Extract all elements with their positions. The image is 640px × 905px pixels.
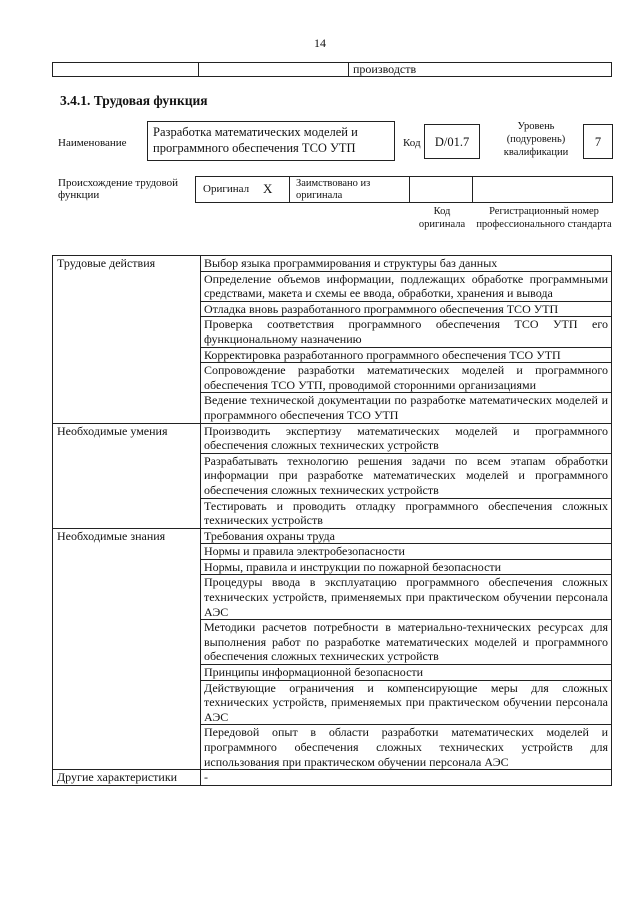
knowledge-item: Передовой опыт в области разработки математических моделей и программного обеспечения сложных технических устройств для использования при практическом обучении персонала АЭС <box>201 725 612 770</box>
code-of-original-label: Код оригинала <box>418 206 466 230</box>
other-characteristics-value: - <box>201 770 612 786</box>
category-skills: Необходимые умения <box>53 423 201 528</box>
table-row <box>53 528 612 544</box>
skill-item: Производить экспертизу математических моделей и программного обеспечения сложных технических устройств <box>201 423 612 453</box>
previous-table-continuation-row <box>52 62 612 77</box>
continuation-cell-2 <box>198 63 349 76</box>
original-mark: X <box>263 181 273 196</box>
qualification-level-label: Уровень (подуровень) квалификации <box>503 121 569 158</box>
section-title: 3.4.1. Трудовая функция <box>60 93 208 108</box>
action-item: Ведение технической документации по разработке математических моделей и программного обеспечения ТСО УТП <box>201 393 612 423</box>
origin-grid <box>195 176 613 203</box>
continuation-cell-text: производств <box>353 62 417 76</box>
continuation-cell-1 <box>53 63 199 76</box>
category-knowledge: Необходимые знания <box>53 528 201 770</box>
origin-label: Происхождение трудовой функции <box>58 177 179 201</box>
knowledge-item: Нормы, правила и инструкции по пожарной безопасности <box>201 559 612 575</box>
category-other: Другие характеристики <box>53 770 201 786</box>
code-value-box: D/01.7 <box>424 124 480 159</box>
action-item: Выбор языка программирования и структуры баз данных <box>201 256 612 272</box>
table-row <box>53 256 612 272</box>
function-name-box: Разработка математических моделей и программного обеспечения ТСО УТП <box>147 121 395 161</box>
action-item: Корректировка разработанного программного обеспечения ТСО УТП <box>201 347 612 363</box>
registration-number-label: Регистрационный номер профессионального стандарта <box>476 206 612 230</box>
name-label: Наименование <box>58 137 127 149</box>
original-label: Оригинал <box>203 183 250 195</box>
labor-function-table <box>52 255 612 786</box>
action-item: Определение объемов информации, подлежащих обработке программными средствами, макета и схемы ее ввода, обработки, хранения и вывода <box>201 271 612 301</box>
table-row <box>53 770 612 786</box>
knowledge-item: Процедуры ввода в эксплуатацию программного обеспечения сложных технических устройств, применяемых при практическом обучении персонала АЭС <box>201 575 612 620</box>
knowledge-item: Принципы информационной безопасности <box>201 665 612 681</box>
table-row <box>53 423 612 453</box>
qualification-level-box: 7 <box>583 124 613 159</box>
code-label: Код <box>403 137 421 149</box>
action-item: Проверка соответствия программного обеспечения ТСО УТП его функциональному назначению <box>201 317 612 347</box>
skill-item: Тестировать и проводить отладку программного обеспечения сложных технических устройств <box>201 498 612 528</box>
action-item: Сопровождение разработки математических моделей и программного обеспечения ТСО УТП, проводимой сторонними организациями <box>201 363 612 393</box>
knowledge-item: Методики расчетов потребности в материально-технических ресурсах для выполнения работ по разработке математических моделей и программного обеспечения сложных технических устройств <box>201 620 612 665</box>
origin-code-cell <box>409 177 473 202</box>
knowledge-item: Действующие ограничения и компенсирующие меры для сложных технических устройств, применяемых при практическом обучении персонала АЭС <box>201 680 612 725</box>
knowledge-item: Нормы и правила электробезопасности <box>201 544 612 560</box>
category-actions: Трудовые действия <box>53 256 201 424</box>
borrowed-label: Заимствовано из оригинала <box>296 178 371 201</box>
knowledge-item: Требования охраны труда <box>201 528 612 544</box>
skill-item: Разрабатывать технологию решения задачи по всем этапам обработки информации при разработке математических моделей и программного обеспечения сложных технических устройств <box>201 453 612 498</box>
action-item: Отладка вновь разработанного программного обеспечения ТСО УТП <box>201 301 612 317</box>
page-number: 14 <box>314 36 326 50</box>
